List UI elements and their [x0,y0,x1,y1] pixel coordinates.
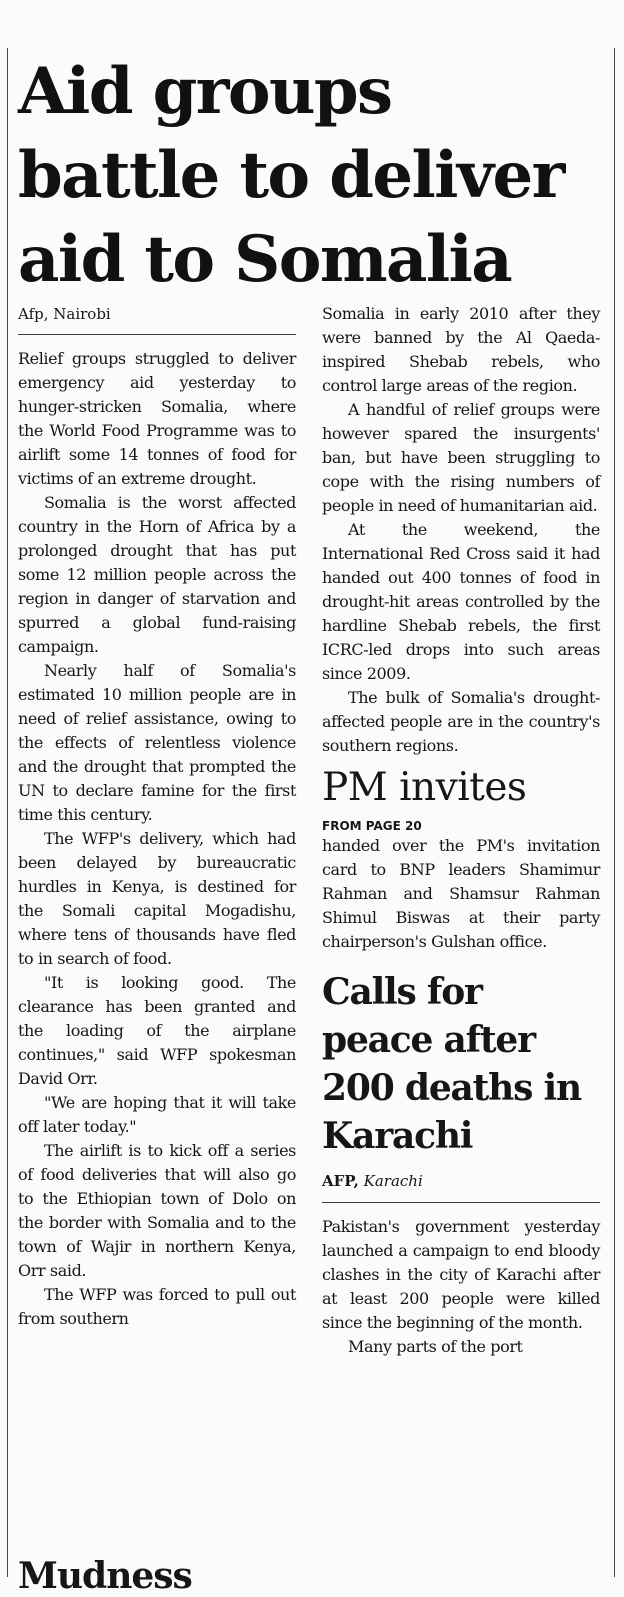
continuation-label: FROM PAGE 20 [322,819,422,833]
paragraph: Somalia in early 2010 after they were banned by the Al Qaeda-inspired Shebab rebels, who control large areas of the region. [322,304,600,395]
dateline-divider [18,334,296,335]
paragraph: At the weekend, the International Red Cross said it had handed out 400 tonnes of food in drought-hit areas controlled by the hardline Shebab rebels, the first ICRC-led drops into such areas since 2009. [322,520,600,683]
paragraph: "It is looking good. The clearance has been granted and the loading of the airplane continues," said WFP spokesman David Orr. [18,973,296,1088]
headline: Aid groups battle to deliver aid to Somalia [18,54,564,297]
paragraph: The airlift is to kick off a series of food deliveries that will also go to the Ethiopian town of Dolo on the border with Somalia and to the town of Wajir in northern Kenya, Orr said. [18,1141,296,1280]
paragraph: Somalia is the worst affected country in the Horn of Africa by a prolonged drought that has put some 12 million people across the region in danger of starvation and spurred a global fund-raising campaign. [18,493,296,656]
dateline: Afp, Nairobi [18,305,111,323]
paragraph: Nearly half of Somalia's estimated 10 million people are in need of relief assistance, owing to the effects of relentless violence and the drought that prompted the UN to declare famine for the first time this century. [18,661,296,824]
karachi-dateline [322,1168,600,1202]
article-body [18,347,296,1331]
paragraph: The WFP was forced to pull out from southern [18,1285,296,1328]
next-headline-fragment: Mudness [18,1555,192,1597]
left-column [18,302,296,1331]
article-body-continued [322,302,600,758]
paragraph: The WFP's delivery, which had been delayed by bureaucratic hurdles in Kenya, is destined for the Somali capital Mogadishu, where tens of thousands have fled to in search of food. [18,829,296,968]
right-column [322,302,600,1359]
paragraph: "We are hoping that it will take off later today." [18,1093,296,1136]
paragraph: Many parts of the port [348,1337,523,1356]
paragraph: handed over the PM's invitation card to BNP leaders Shamimur Rahman and Shamsur Rahman Shimul Biswas at their party chairperson's Gulshan office. [322,836,600,951]
left-column-rule [7,48,8,1577]
pm-invites-title: PM invites [322,765,527,810]
karachi-title: Calls for peace after 200 deaths in Karachi [322,971,581,1157]
right-column-rule [614,48,615,1577]
paragraph: The bulk of Somalia's drought-affected people are in the country's southern regions. [322,688,600,755]
source-agency: AFP, [322,1172,359,1190]
source-city: Karachi [363,1172,423,1190]
karachi-article-body [322,1215,600,1359]
pm-article-body [322,834,600,954]
karachi-dateline-divider [322,1202,600,1203]
paragraph: A handful of relief groups were however spared the insurgents' ban, but have been struggling to cope with the rising numbers of people in need of humanitarian aid. [322,400,600,515]
paragraph: Relief groups struggled to deliver emergency aid yesterday to hunger-stricken Somalia, where the World Food Programme was to airlift some 14 tonnes of food for victims of an extreme drought. [18,349,296,488]
paragraph: Pakistan's government yesterday launched a campaign to end bloody clashes in the city of Karachi after at least 200 people were killed since the beginning of the month. [322,1217,600,1332]
